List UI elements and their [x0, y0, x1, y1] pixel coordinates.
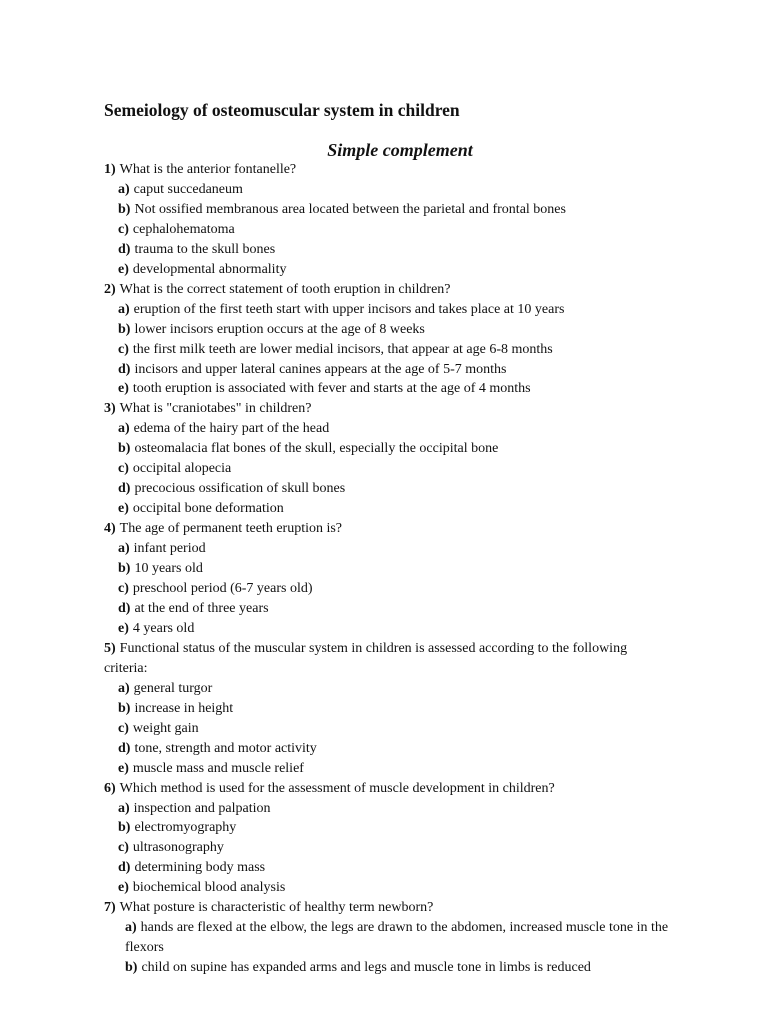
- question-number: 3): [104, 401, 116, 417]
- option-text: the first milk teeth are lower medial incisors, that appear at age 6-8 months: [132, 341, 553, 357]
- document-title: Semeiology of osteomuscular system in children: [104, 100, 460, 120]
- question-text: What is the correct statement of tooth eruption in children?: [119, 281, 451, 297]
- option-6b: [0, 818, 768, 838]
- option-text: developmental abnormality: [132, 261, 287, 277]
- option-5b: [0, 699, 768, 719]
- option-text: incisors and upper lateral canines appears at the age of 5-7 months: [134, 361, 507, 377]
- option-letter: b): [118, 321, 131, 337]
- option-letter: d): [118, 860, 131, 876]
- question-text: Which method is used for the assessment of muscle development in children?: [119, 780, 555, 796]
- question-text: Functional status of the muscular system in children is assessed according to the following criteria:: [104, 640, 628, 676]
- option-text: inspection and palpation: [133, 800, 271, 816]
- question-number: 6): [104, 780, 116, 796]
- option-text: eruption of the first teeth start with upper incisors and takes place at 10 years: [133, 301, 565, 317]
- option-letter: d): [118, 600, 131, 616]
- option-3a: [0, 419, 768, 439]
- option-3b: [0, 439, 768, 459]
- question-number: 1): [104, 162, 116, 177]
- option-text: child on supine has expanded arms and legs and muscle tone in limbs is reduced: [141, 960, 591, 976]
- option-1c: [0, 220, 768, 240]
- option-7b: [0, 958, 710, 978]
- option-letter: a): [118, 421, 130, 437]
- option-1e: [0, 260, 768, 280]
- option-letter: c): [118, 221, 129, 237]
- option-text: edema of the hairy part of the head: [133, 421, 330, 437]
- option-letter: e): [118, 381, 129, 397]
- question-list: [0, 160, 768, 978]
- option-4e: [0, 619, 768, 639]
- option-text: general turgor: [133, 680, 213, 696]
- option-3e: [0, 499, 768, 519]
- question-6: [0, 779, 768, 799]
- option-text: at the end of three years: [134, 600, 269, 616]
- option-text: osteomalacia flat bones of the skull, especially the occipital bone: [134, 441, 499, 457]
- option-letter: b): [118, 441, 131, 457]
- option-letter: b): [125, 960, 138, 976]
- question-4: [0, 519, 768, 539]
- question-number: 2): [104, 281, 116, 297]
- option-text: tooth eruption is associated with fever and starts at the age of 4 months: [132, 381, 531, 397]
- question-number: 5): [104, 640, 116, 656]
- option-4b: [0, 559, 768, 579]
- option-text: preschool period (6-7 years old): [132, 581, 313, 597]
- option-letter: d): [118, 740, 131, 756]
- option-text: caput succedaneum: [133, 181, 243, 197]
- option-2c: [0, 340, 768, 360]
- option-letter: a): [118, 301, 130, 317]
- option-letter: e): [118, 620, 129, 636]
- option-5c: [0, 719, 768, 739]
- option-text: increase in height: [134, 700, 234, 716]
- option-text: cephalohematoma: [132, 221, 235, 237]
- option-letter: d): [118, 361, 131, 377]
- option-text: 10 years old: [134, 561, 203, 577]
- option-2e: [0, 379, 768, 399]
- option-text: biochemical blood analysis: [132, 880, 286, 896]
- option-text: 4 years old: [132, 620, 195, 636]
- option-text: occipital alopecia: [132, 461, 232, 477]
- section-subtitle: Simple complement: [327, 140, 473, 160]
- option-text: muscle mass and muscle relief: [132, 760, 304, 776]
- question-text: What is the anterior fontanelle?: [119, 162, 297, 177]
- option-letter: a): [125, 920, 137, 936]
- option-4d: [0, 599, 768, 619]
- option-text: lower incisors eruption occurs at the age of 8 weeks: [134, 321, 425, 337]
- option-2a: [0, 300, 768, 320]
- option-letter: c): [118, 720, 129, 736]
- option-1d: [0, 240, 768, 260]
- question-text: What posture is characteristic of healthy term newborn?: [119, 900, 434, 916]
- option-letter: e): [118, 261, 129, 277]
- option-letter: c): [118, 461, 129, 477]
- question-text: The age of permanent teeth eruption is?: [119, 521, 343, 537]
- option-text: weight gain: [132, 720, 199, 736]
- option-2d: [0, 360, 768, 380]
- option-text: determining body mass: [134, 860, 266, 876]
- option-letter: c): [118, 581, 129, 597]
- option-text: occipital bone deformation: [132, 501, 284, 517]
- option-letter: a): [118, 680, 130, 696]
- option-letter: b): [118, 201, 131, 217]
- option-5a: [0, 679, 768, 699]
- option-4c: [0, 579, 768, 599]
- option-letter: b): [118, 820, 131, 836]
- option-letter: b): [118, 700, 131, 716]
- question-number: 7): [104, 900, 116, 916]
- option-letter: c): [118, 840, 129, 856]
- question-3: [0, 399, 768, 419]
- option-letter: a): [118, 800, 130, 816]
- option-6a: [0, 799, 768, 819]
- option-letter: a): [118, 541, 130, 557]
- question-7: [0, 898, 768, 918]
- option-text: trauma to the skull bones: [134, 241, 276, 257]
- option-letter: e): [118, 880, 129, 896]
- option-letter: d): [118, 241, 131, 257]
- option-1a: [0, 180, 768, 200]
- option-1b: [0, 200, 768, 220]
- option-text: ultrasonography: [132, 840, 224, 856]
- option-letter: a): [118, 181, 130, 197]
- option-5d: [0, 739, 768, 759]
- question-number: 4): [104, 521, 116, 537]
- option-3d: [0, 479, 768, 499]
- option-text: Not ossified membranous area located between the parietal and frontal bones: [134, 201, 566, 217]
- option-letter: b): [118, 561, 131, 577]
- option-6d: [0, 858, 768, 878]
- option-5e: [0, 759, 768, 779]
- option-text: infant period: [133, 541, 206, 557]
- question-5: [0, 639, 664, 679]
- option-2b: [0, 320, 768, 340]
- option-3c: [0, 459, 768, 479]
- option-text: electromyography: [134, 820, 237, 836]
- option-letter: d): [118, 481, 131, 497]
- option-letter: e): [118, 501, 129, 517]
- question-text: What is "craniotabes" in children?: [119, 401, 312, 417]
- option-7a: [0, 918, 710, 958]
- option-6e: [0, 878, 768, 898]
- option-letter: e): [118, 760, 129, 776]
- option-text: hands are flexed at the elbow, the legs are drawn to the abdomen, increased muscle tone in the flexors: [125, 920, 669, 956]
- option-text: precocious ossification of skull bones: [134, 481, 346, 497]
- question-2: [0, 280, 768, 300]
- option-text: tone, strength and motor activity: [134, 740, 317, 756]
- question-1: [0, 160, 768, 180]
- option-letter: c): [118, 341, 129, 357]
- option-4a: [0, 539, 768, 559]
- option-6c: [0, 838, 768, 858]
